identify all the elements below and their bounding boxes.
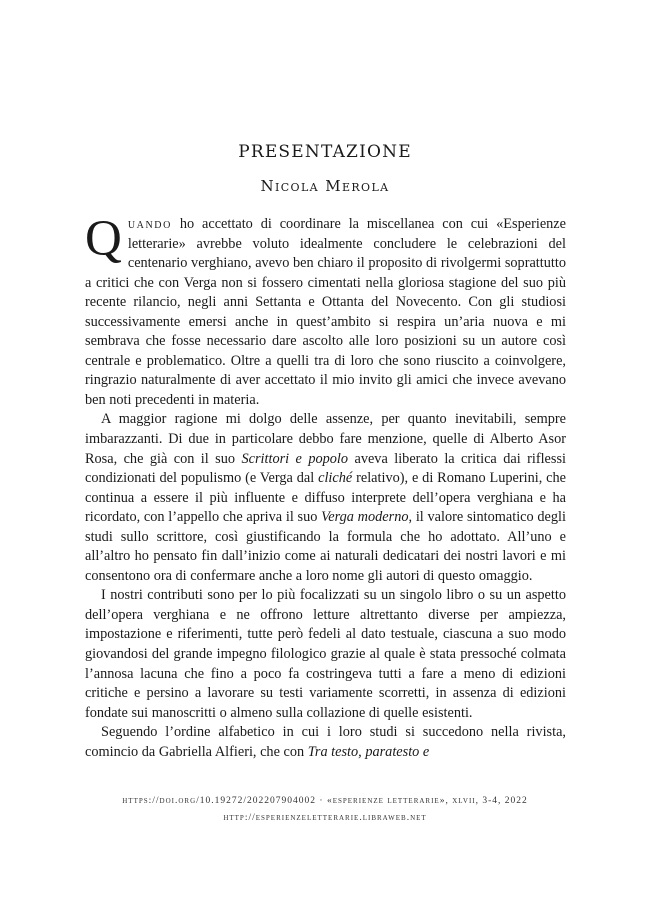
paragraph-2 — [85, 410, 566, 586]
article-title: PRESENTAZIONE — [238, 142, 412, 162]
text-segment: Seguendo l’ordine alfabetico in cui i loro studi si succedono nella rivista, comincio da Gabriella Alfieri, che con — [85, 724, 566, 760]
book-title: Verga moderno — [321, 509, 409, 526]
text-segment: aveva liberato la critica dai riflessi condizionati del populismo (e Verga dal — [85, 450, 566, 487]
text-segment: , il valore sintomatico degli studi sullo scrittore, così giustificando la formula che ho adottato. All’uno e all’altro ho pensato fin dall’inizio come ai naturali dedicatari dei nostri lavori e mi consentono ora di confermare anche a loro nome gli autori di questo omaggio. — [85, 509, 566, 584]
text-segment: ho accettato di coordinare la miscellanea con cui «Esperienze letterarie» avrebbe voluto idealmente concludere le celebrazioni del centenario verghiano, avevo ben chiaro il proposito di rivolgermi soprattutto a critici che con Verga non si fossero cimentati nella gloriosa stagione del suo più recente rilancio, negli anni Settanta e Ottanta del Novecento. Con gli studiosi successivamente emersi anche in quest’ambito si respira un’aria nuova e mi sembrava che fosse necessario dare ascolto alle loro posizioni su un autore così centrale e problematico. Oltre a quelli tra di loro che sono riuscito a coinvolgere, ringrazio naturalmente di aver accettato il mio invito gli amici che invece avevano ben noti precedenti in materia. — [85, 216, 566, 408]
text-segment: I nostri contributi sono per lo più focalizzati su un singolo libro o su un aspetto dell’opera verghiana e ne offrono letture altrettanto diverse per ampiezza, impostazione e riferimenti, tutte però fedeli al dato testuale, ciascuna a suo modo giovandosi del grande impegno filologico grazie al quale è stata pressoché colmata l’annosa lacuna che fino a poco fa costringeva tutti a fare a meno di edizioni critiche e persino a lavorare su testi variamente scorretti, in assenza di edizioni fondate sui manoscritti o almeno sulla collazione di quelle esistenti. — [85, 587, 566, 721]
italic-term: cliché — [318, 470, 353, 487]
paragraph-lead-word: uando — [127, 216, 172, 232]
footer-website-line — [0, 813, 650, 823]
text-segment: relativo), e di Romano Luperini, che continua a essere il più influente e diffuso interprete dell’opera verghiana e ha ricordato, con l’appello che apriva il suo — [85, 470, 566, 526]
journal-citation: «esperienze letterarie», xlvii, 3-4, 2022 — [326, 796, 528, 806]
article-author: Nicola Merola — [260, 177, 390, 195]
footer-citation-line — [0, 796, 650, 806]
article-body — [85, 211, 566, 762]
website-link[interactable]: http://esperienzeletterarie.libraweb.net — [223, 813, 427, 823]
text-segment: A maggior ragione mi dolgo delle assenze, per quanto inevitabili, sempre imbarazzanti. Di due in particolare debbo fare menzione, quelle di Alberto Asor Rosa, che già con il suo — [85, 411, 566, 467]
doi-link[interactable]: https://doi.org/10.19272/202207904002 — [122, 796, 317, 806]
book-title: Tra testo, paratesto e — [307, 743, 430, 760]
footer-separator: · — [316, 796, 327, 806]
drop-cap: Q — [85, 211, 122, 267]
paragraph-1 — [85, 211, 566, 410]
book-title: Scrittori e popolo — [241, 450, 349, 467]
paragraph-4 — [85, 723, 566, 762]
paragraph-3 — [85, 586, 566, 723]
